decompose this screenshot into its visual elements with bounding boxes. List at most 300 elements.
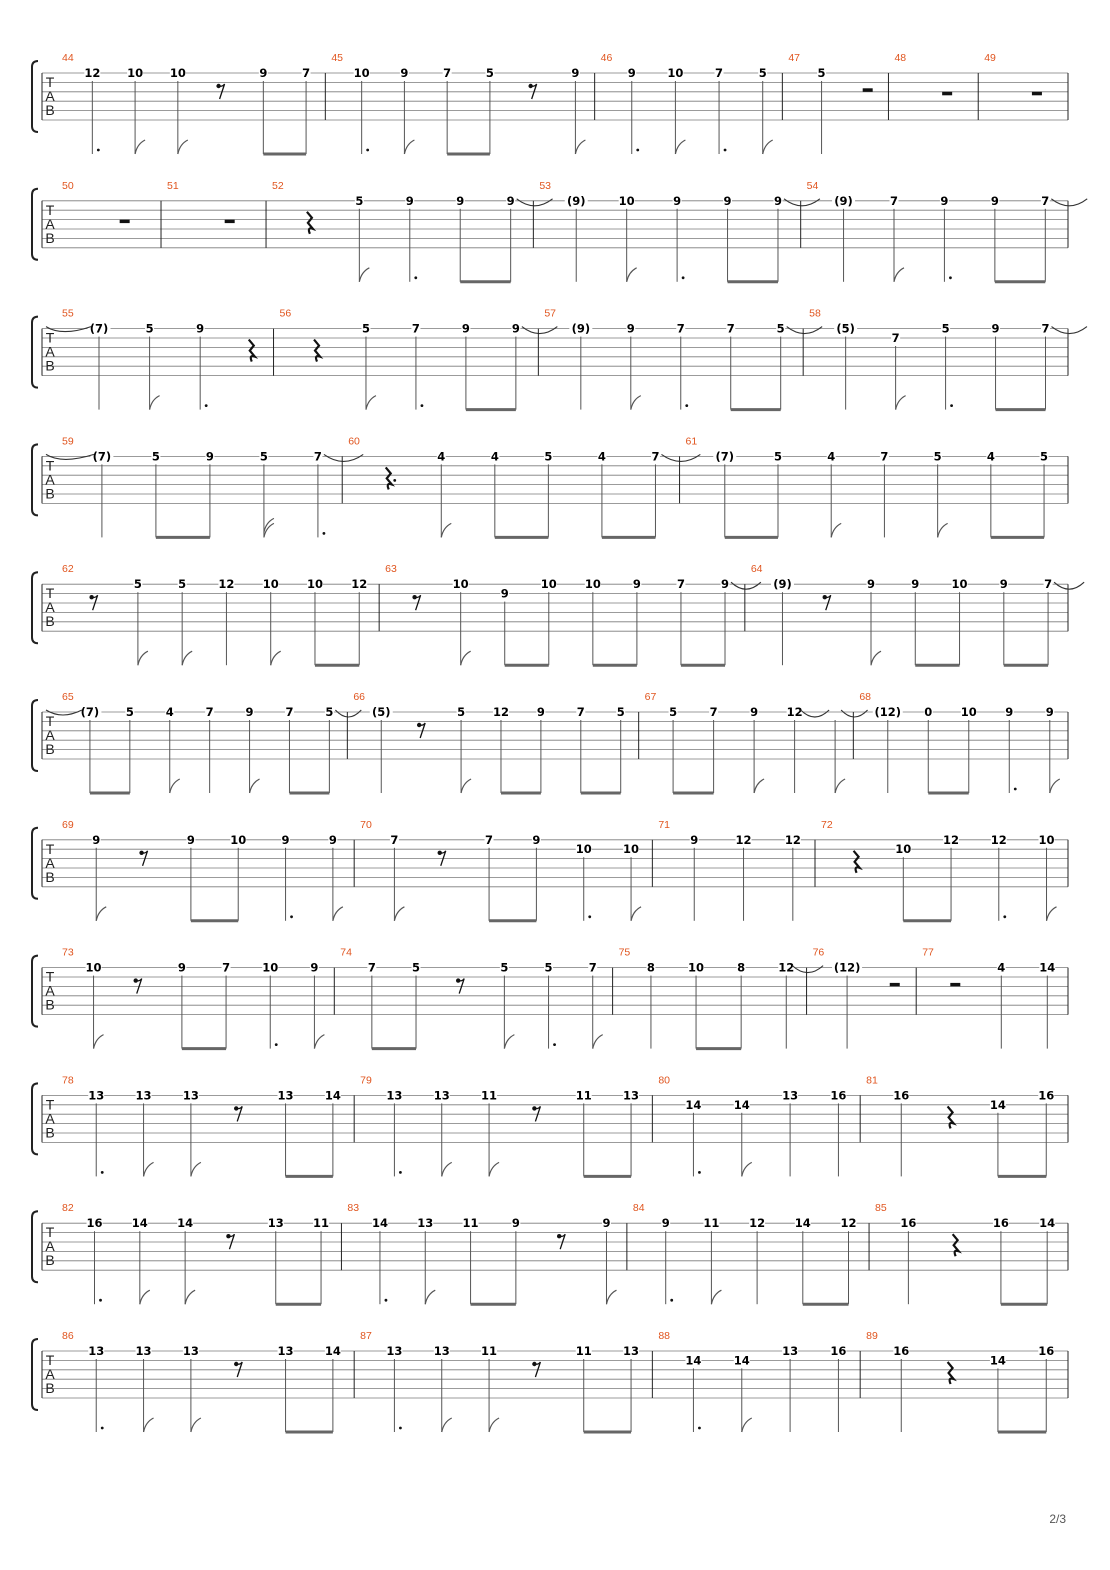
fret-number: 16 [830,1088,847,1103]
fret-number: 14 [177,1216,194,1231]
measure-number: 46 [600,52,613,64]
fret-number: (9) [773,577,792,592]
measure-number: 75 [618,946,631,959]
fret-number: 5 [325,705,334,719]
measure [46,308,255,410]
fret-number: 13 [386,1088,403,1103]
rest-whole-icon [120,220,130,224]
measure-number: 87 [360,1330,372,1342]
measure [341,1202,616,1304]
duration-dot [949,276,952,279]
note-flag [461,779,471,793]
fret-number: 11 [313,1216,330,1231]
system-bracket [32,1339,38,1410]
tab-clef-letter: B [45,1124,55,1141]
tab-clef-letter: A [45,215,55,232]
fret-number: 5 [500,960,509,975]
fret-number: 5 [773,449,783,464]
tab-clef-letter: B [45,357,55,374]
measure [888,52,952,120]
fret-number: 7 [588,960,597,975]
measure [853,691,1059,793]
fret-number: 5 [544,960,553,975]
fret-number: 10 [960,705,977,719]
fret-number: 12 [351,577,368,592]
duration-dot [275,1043,278,1046]
fret-number: 16 [1038,1344,1055,1358]
page-number: 2/3 [1049,1512,1066,1526]
measure-number: 76 [812,946,825,959]
fret-number: 16 [1038,1088,1055,1103]
measure-number: 86 [62,1330,74,1342]
measure [62,180,130,223]
tie-arc [787,327,822,334]
measure [916,947,1055,1049]
note-flag [461,651,471,665]
measure-number: 71 [658,818,671,831]
fret-number: 10 [618,193,635,208]
fret-number: (7) [92,449,112,464]
fret-number: 12 [735,832,752,847]
tab-clef-letter: B [45,229,55,246]
tab-clef-letter: T [45,1096,55,1113]
fret-number: 7 [891,331,900,345]
fret-number: 5 [485,66,494,80]
fret-number: 13 [782,1088,799,1103]
fret-number: 4 [597,449,606,464]
tie-arc [661,454,700,461]
measure-number: 77 [922,946,934,959]
measure-number: 51 [167,179,179,192]
fret-number: 7 [222,960,231,975]
tab-clef-letter: T [45,329,55,346]
fret-number: 7 [676,321,685,336]
system-bracket [32,61,38,132]
tie-arc [731,582,761,589]
fret-number: 13 [135,1344,152,1358]
note-flag [144,1162,154,1176]
fret-number: 9 [177,960,186,975]
fret-number: 13 [135,1088,152,1103]
fret-number: 10 [667,66,684,80]
fret-number: (9) [834,193,853,208]
fret-number: (5) [836,321,855,336]
fret-number: 9 [661,1216,670,1231]
rest-quarter-icon [948,1362,954,1384]
note-flag [504,1035,514,1049]
fret-number: 9 [721,577,730,592]
fret-number: 10 [353,66,370,80]
duration-dot [414,276,417,279]
fret-number: 5 [178,577,187,592]
fret-number: 5 [133,577,142,592]
fret-number: 14 [733,1097,750,1112]
note-flag [425,1290,435,1304]
fret-number: 9 [536,705,545,719]
measure [652,1074,846,1176]
duration-dot [682,276,685,279]
tab-clef-letter: B [45,1252,55,1269]
tab-clef-letter: T [45,713,55,729]
system-bracket [32,956,38,1027]
measure [62,1330,341,1432]
measure [46,435,363,537]
note-flag [144,1418,154,1432]
fret-number: 10 [623,842,640,857]
fret-number: 11 [462,1216,479,1231]
fret-number: 13 [623,1344,640,1358]
measure-number: 64 [750,563,763,576]
measure [62,1202,329,1304]
fret-number: 9 [626,321,635,336]
duration-dot [636,149,639,152]
fret-number: 9 [999,577,1008,592]
fret-number: 9 [405,193,414,208]
note-flag [711,1290,721,1304]
duration-dot [97,149,100,152]
fret-number: 12 [778,960,795,975]
tab-clef-letter: T [45,1224,55,1241]
measure-number: 82 [62,1202,74,1215]
fret-number: 9 [511,321,520,336]
duration-dot [385,1299,388,1302]
fret-number: 5 [758,66,767,80]
fret-number: 7 [726,321,735,336]
note-flag [442,1162,452,1176]
fret-number: 12 [784,832,801,847]
fret-number: 13 [267,1216,284,1231]
measure-number: 54 [806,179,819,192]
fret-number: 9 [602,1216,611,1231]
duration-dot [399,1427,402,1430]
fret-number: 7 [889,193,898,208]
duration-dot [366,149,369,152]
duration-dot [101,1427,104,1430]
note-flag [271,651,281,665]
note-flag [606,1290,616,1304]
fret-number: 12 [749,1216,766,1231]
measure [639,691,868,793]
fret-number: 7 [715,66,724,80]
fret-number: 9 [750,705,759,719]
rest-whole-icon [942,92,952,96]
fret-number: 9 [400,66,409,80]
note-flag [140,1290,150,1304]
note-flag [182,651,192,665]
fret-number: 13 [277,1344,294,1358]
tab-system [32,691,1068,793]
note-flag [150,396,160,410]
measure [815,819,1057,921]
fret-number: 11 [575,1088,592,1103]
tie-arc [792,966,823,973]
fret-number: 4 [986,449,995,464]
fret-number: 7 [313,449,322,464]
tie-arc [784,199,820,206]
tab-clef-letter: A [45,88,55,104]
fret-number: 9 [511,1216,520,1231]
duration-dot [588,915,591,918]
system-bracket [32,1211,38,1282]
fret-number: 9 [532,832,541,847]
fret-number: 5 [544,449,553,464]
measure-number: 59 [62,435,74,448]
fret-number: 16 [86,1216,103,1231]
tab-clef-letter: A [45,1110,55,1127]
fret-number: 7 [576,705,585,719]
note-flag [894,268,904,282]
fret-number: (5) [371,705,391,719]
fret-number: 16 [900,1216,917,1231]
fret-number: 7 [485,832,494,847]
fret-number: 13 [182,1344,199,1358]
tab-clef-letter: T [45,968,55,985]
note-flag [627,268,637,282]
duration-dot [205,404,208,407]
note-flag [185,1290,195,1304]
tab-clef-letter: B [45,996,55,1013]
duration-dot [950,404,953,407]
measure [860,1074,1054,1176]
measure-number: 68 [859,691,872,703]
measure [745,563,1084,665]
fret-number: 9 [632,577,641,592]
note-flag [938,523,948,537]
rest-quarter-icon [307,212,313,234]
fret-number: 5 [145,321,154,336]
fret-number: 8 [737,960,746,975]
measure [860,1330,1054,1432]
tie-arc [1052,327,1087,334]
fret-number: 9 [328,832,337,847]
note-flag [593,1035,603,1049]
tab-clef-letter: A [45,1366,55,1382]
tie-arc [1054,582,1084,589]
note-flag [489,1162,499,1176]
duration-dot [724,149,727,152]
fret-number: 10 [169,66,186,80]
fret-number: 14 [733,1353,750,1368]
tab-system [32,947,1068,1049]
note-flag [250,779,260,793]
fret-number: 7 [709,705,718,719]
fret-number: 7 [390,832,399,847]
measure [379,563,761,665]
note-flag [178,140,188,154]
measure [680,435,1049,537]
fret-number: 9 [940,193,949,208]
duration-dot [1003,915,1006,918]
measure [161,180,235,248]
measure [782,52,872,154]
fret-number: 9 [773,193,782,208]
tab-system [32,1074,1068,1176]
rest-quarter-icon [854,851,860,873]
note-flag [138,651,148,665]
tab-clef-letter: T [45,585,55,602]
measure [62,947,324,1049]
measure [652,819,800,921]
fret-number: 13 [433,1088,450,1103]
note-flag [94,1035,104,1049]
measure [342,435,700,537]
rest-quarter-icon [249,340,255,362]
fret-number: 12 [492,705,509,719]
measure-number: 67 [644,691,657,703]
note-flag [191,1418,201,1432]
fret-number: 4 [490,449,499,464]
duration-dot [670,1299,673,1302]
tab-clef-letter: T [45,457,55,474]
measure [869,1202,1055,1304]
fret-number: 9 [571,66,580,80]
note-flag [366,396,376,410]
note-flag [489,1418,499,1432]
fret-number: 7 [302,66,311,80]
tab-clef-letter: A [45,471,55,488]
note-flag [675,140,685,154]
fret-number: 10 [85,960,102,975]
fret-number: 0 [924,705,933,719]
measure-number: 80 [658,1074,671,1087]
fret-number: (12) [874,705,902,719]
tab-system [32,435,1068,537]
fret-number: 7 [205,705,214,719]
fret-number: 9 [627,66,636,80]
fret-number: 9 [991,321,1000,336]
note-flag [896,396,906,410]
fret-number: 10 [895,842,912,857]
fret-number: 7 [367,960,376,975]
rest-quarter-icon [386,467,392,489]
fret-number: 5 [412,960,421,975]
fret-number: 10 [1038,832,1055,847]
fret-number: 5 [817,66,826,80]
measure-number: 65 [62,691,74,703]
measure [595,52,773,154]
fret-number: 7 [1041,321,1050,336]
measure-number: 73 [62,946,74,959]
duration-dot [101,1171,104,1174]
note-flag [333,907,343,921]
fret-number: 5 [151,449,160,464]
fret-number: 9 [310,960,319,975]
fret-number: 10 [584,577,601,592]
fret-number: 7 [676,577,685,592]
measure [803,308,1087,410]
tab-clef-letter: A [45,1238,55,1255]
measure-number: 84 [632,1202,645,1215]
tab-clef-letter: B [45,613,55,630]
fret-number: 10 [306,577,323,592]
tab-system [32,1202,1068,1304]
note-flag [631,907,641,921]
fret-number: 9 [196,321,205,336]
fret-number: 14 [324,1088,341,1103]
measure-number: 56 [279,307,292,320]
note-flag [831,523,841,537]
fret-number: 9 [500,586,509,601]
measure [613,947,824,1049]
fret-number: 9 [456,193,465,208]
system-bracket [32,189,38,260]
fret-number: 13 [782,1344,799,1358]
tie-arc [517,199,553,206]
tab-clef-letter: T [45,840,55,857]
measure [62,1074,341,1176]
tab-system [32,180,1087,282]
fret-number: 5 [616,705,625,719]
fret-number: 16 [992,1216,1009,1231]
measure-number: 44 [62,52,74,64]
note-flag [442,1418,452,1432]
rest-dot [393,479,396,482]
fret-number: 7 [411,321,420,336]
rest-quarter-icon [314,340,320,362]
measure-number: 83 [347,1202,360,1215]
measure-number: 72 [821,818,833,831]
tab-clef-letter: A [45,343,55,360]
fret-number: 5 [941,321,950,336]
measure-number: 55 [62,307,74,320]
fret-number: 9 [723,193,732,208]
fret-number: (12) [833,960,861,975]
fret-number: 9 [673,193,682,208]
duration-dot [1014,788,1017,791]
fret-number: 13 [277,1088,294,1103]
fret-number: 16 [893,1344,910,1358]
tab-clef-letter: A [45,599,55,616]
tie-arc [335,710,361,717]
measure [807,947,900,1049]
fret-number: 9 [245,705,254,719]
note-flag [264,518,274,532]
measure [46,691,361,793]
note-flag [441,523,451,537]
fret-number: 12 [786,705,803,719]
tie-arc [801,710,830,717]
fret-number: (9) [566,193,586,208]
fret-number: 9 [911,577,920,592]
rest-whole-icon [1032,92,1042,96]
tab-clef-letter: B [45,1380,55,1396]
fret-number: 14 [989,1353,1006,1368]
measure [354,1074,639,1176]
fret-number: 9 [990,193,999,208]
fret-number: 14 [989,1097,1006,1112]
tab-clef-letter: T [45,1352,55,1368]
measure-number: 85 [875,1202,887,1215]
note-flag [314,1035,324,1049]
measure [325,52,585,154]
fret-number: (7) [89,321,109,336]
measure [538,308,822,410]
fret-number: 14 [371,1216,388,1231]
measure-number: 52 [272,179,284,192]
duration-dot [553,1043,556,1046]
note-flag [763,140,773,154]
system-bracket [32,700,38,771]
measure-number: 57 [544,307,557,320]
fret-number: 10 [575,842,592,857]
fret-number: 11 [481,1344,498,1358]
tab-clef-letter: B [45,102,55,118]
fret-number: 16 [830,1344,847,1358]
note-flag [264,523,274,537]
fret-number: 7 [1041,193,1050,208]
tab-system [32,819,1068,921]
rest-quarter-icon [953,1234,959,1256]
